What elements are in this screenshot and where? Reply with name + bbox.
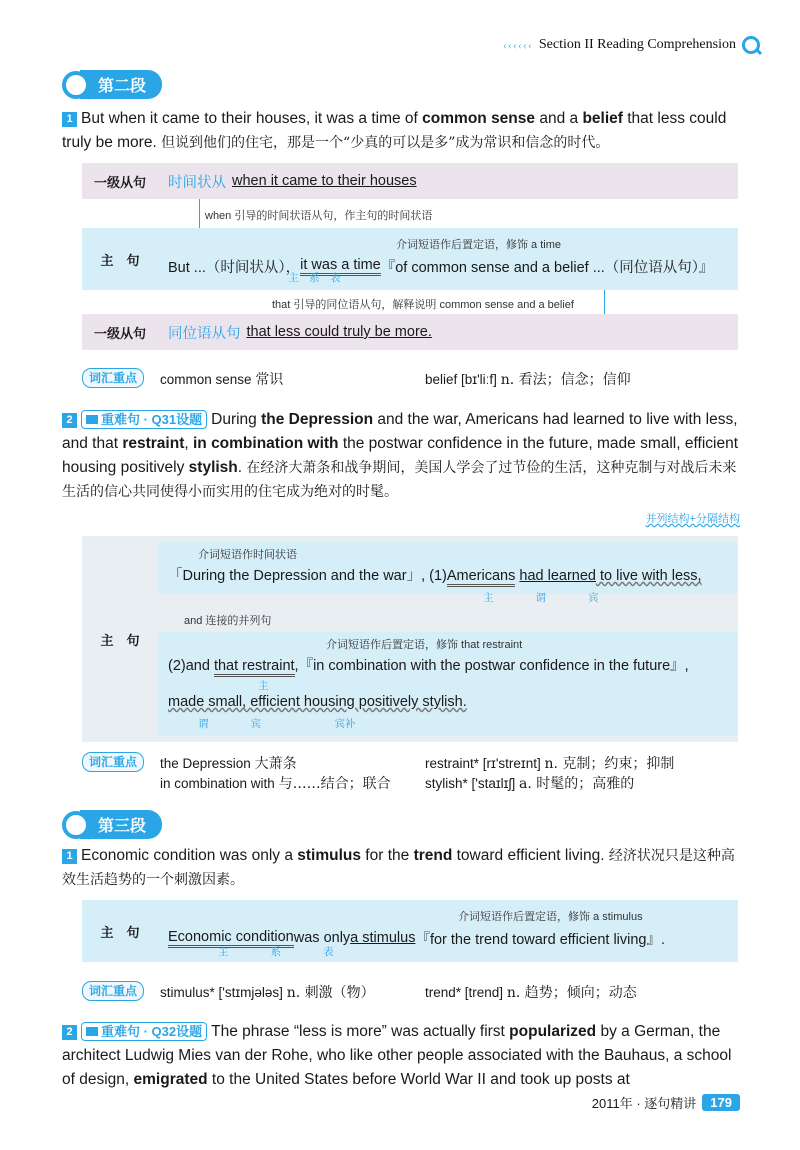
vocab-meaning: n. 看法；信念；信仰 [500, 372, 631, 388]
page-header [503, 36, 760, 54]
row-label: 一级从句 [82, 314, 158, 350]
vocab-tag: 词汇重点 [82, 368, 144, 388]
clause-text: that less could truly be more. [246, 324, 432, 340]
row-label: 一级从句 [82, 163, 158, 199]
annotation: and 连接的并列句 [184, 615, 272, 627]
clause-row [82, 163, 738, 199]
section-heading-2 [62, 70, 162, 99]
section-label: 第二段 [80, 70, 162, 99]
grammar-labels: 主 [258, 680, 269, 692]
vocab-block: 词汇重点 stimulus* ['stɪmjələs] n. 刺激（物） trend* [trend] n. 趋势；倾向；动态 [82, 980, 742, 1004]
sentence-number: 2 [62, 413, 77, 428]
grammar-labels: 主 系 表 [288, 272, 341, 284]
structure-tag: 并列结构+分隔结构 [645, 513, 740, 525]
grammar-labels: 主 系 表 [218, 946, 334, 958]
row-label: 主 句 [100, 252, 140, 268]
arrows-icon: ‹‹‹‹‹‹ [502, 37, 533, 52]
core-text: it was a time [300, 257, 381, 276]
annotation: 介词短语作后置定语，修饰 a stimulus [458, 911, 643, 923]
vocab-block [82, 366, 742, 390]
clause-row [82, 314, 738, 350]
annotation: 介词短语作时间状语 [198, 549, 297, 561]
page-footer [592, 1093, 740, 1112]
section-heading-3 [62, 810, 162, 839]
q-icon [62, 811, 90, 839]
keyword: belief [582, 110, 623, 127]
annotation: when 引导的时间状语从句，作主句的时间状语 [205, 210, 433, 222]
flag-icon [86, 1027, 98, 1036]
footer-text: 2011年 · 逐句精讲 [591, 1096, 697, 1111]
q-icon [62, 71, 90, 99]
clause-text: when it came to their houses [232, 173, 417, 189]
analysis-box-2 [82, 536, 738, 742]
vocab-word: common sense [160, 372, 252, 387]
clause-2: 介词短语作后置定语，修饰 that restraint (2)and that restraint,『in combination with the postwar confidence in the future』, 主 made small, efficient housing positively stylish. 谓 宾 宾补 [158, 632, 738, 736]
clause-1: 介词短语作时间状语 「During the Depression and the war」, (1)Americans had learned to live with less, 主 谓 宾 [158, 542, 738, 594]
annotation: that 引导的同位语从句，解释说明 common sense and a belief [272, 299, 574, 311]
vocab-block: 词汇重点 the Depression 大萧条 in combination with 与……结合；联合 restraint* [rɪ'streɪnt] n. 克制；约束；抑制 stylish* ['staɪlɪʃ] a. 时髦的；高雅的 [82, 752, 742, 794]
difficulty-flag: 重难句 · Q31设题 [81, 410, 207, 429]
text: But when it came to their houses, it was a time of [81, 110, 423, 127]
vocab-tag: 词汇重点 [82, 981, 144, 1001]
paragraph-2: 2 重难句 · Q31设题 During the Depression and the war, Americans had learned to live with less, and that restraint, in combination with the postwar confidence in the future, made small, efficient housing positively stylish. 在经济大萧条和战争期间，美国人学会了过节俭的生活，这种克制与对战后未来生活的信心共同使得小而实用的住宅成为绝对的时髦。 [62, 411, 739, 500]
text: that less could truly be more. [62, 110, 727, 151]
main-clause-row [82, 228, 738, 290]
vocab-word: belief [bɪ'liːf] [425, 372, 497, 387]
row-label: 主 句 [100, 924, 140, 940]
annotation: 介词短语作后置定语，修饰 a time [396, 239, 562, 251]
sentence-number: 2 [62, 1025, 77, 1040]
clause-tag: 时间状从 [168, 174, 226, 191]
text: 『of common sense and a belief ...（同位语从句）』 [380, 259, 714, 276]
grammar-labels: 谓 宾 宾补 [198, 718, 356, 730]
translation: 经济状况只是这种高效生活趋势的一个刺激因素。 [62, 848, 735, 888]
flag-icon [86, 415, 98, 424]
vocab-tag: 词汇重点 [82, 752, 144, 772]
arrow-line [604, 290, 605, 314]
sentence-number: 1 [62, 849, 77, 864]
paragraph-3: 1 Economic condition was only a stimulus for the trend toward efficient living. 经济状况只是这种高效生活趋势的一个刺激因素。 [62, 847, 735, 888]
text: But ...（时间状从）， [168, 259, 301, 276]
keyword: common sense [422, 110, 536, 127]
translation: 在经济大萧条和战争期间，美国人学会了过节俭的生活，这种克制与对战后未来生活的信心共同使得小而实用的住宅成为绝对的时髦。 [62, 460, 737, 500]
row-content [158, 163, 738, 199]
row-content [158, 228, 738, 290]
row-content: 介词短语作后置定语，修饰 a stimulus Economic condition was only a stimulus 『for the trend toward efficient living』. 主 系 表 [158, 900, 738, 962]
translation: 但说到他们的住宅，那是一个“少真的可以是多”成为常识和信念的时代。 [161, 135, 610, 151]
row-label: 主 句 [100, 632, 140, 648]
paragraph-4: 2 重难句 · Q32设题 The phrase “less is more” was actually first popularized by a German, the architect Ludwig Mies van der Rohe, who like other people associated with the Bauhaus, a school of design, emigrated to the United States before World War II and took up posts at [62, 1023, 732, 1088]
paragraph-1 [62, 107, 742, 155]
section-label: 第三段 [80, 810, 162, 839]
header-title: Section II Reading Comprehension [538, 37, 736, 52]
page-number: 179 [702, 1094, 740, 1111]
text: and a [535, 110, 583, 127]
clause-tag: 同位语从句 [168, 325, 241, 342]
search-q-icon [742, 36, 760, 54]
row-content [158, 314, 738, 350]
annotation: 介词短语作后置定语，修饰 that restraint [326, 639, 523, 651]
difficulty-flag: 重难句 · Q32设题 [81, 1022, 207, 1041]
main-clause-row [82, 900, 738, 962]
sentence-number: 1 [62, 112, 77, 127]
vocab-meaning: 常识 [255, 372, 284, 388]
grammar-labels: 主 谓 宾 [483, 592, 599, 604]
